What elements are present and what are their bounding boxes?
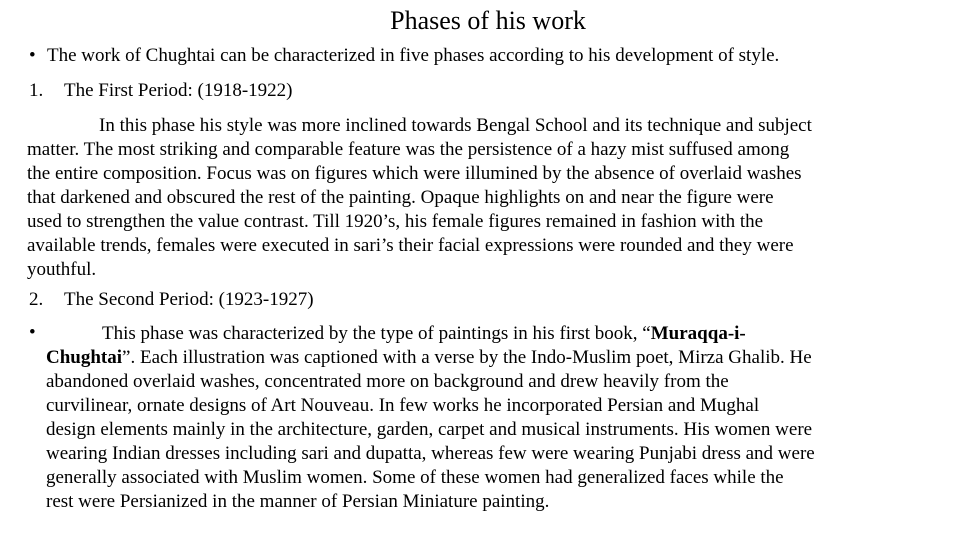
book-title-part2: Chughtai [46, 347, 123, 368]
period2-line: rest were Persianized in the manner of Persian Miniature painting. [46, 491, 550, 512]
book-title-part1: Muraqqa-i- [650, 323, 746, 344]
period2-heading: The Second Period: (1923-1927) [64, 289, 314, 310]
intro-text: The work of Chughtai can be characterized in five phases according to his development of style. [47, 45, 780, 66]
period2-line: design elements mainly in the architecture, garden, carpet and musical instruments. His women were [46, 419, 813, 440]
period1-number: 1. [29, 80, 44, 101]
period1-line: the entire composition. Focus was on figures which were illumined by the absence of overlaid washes [27, 163, 802, 184]
period1-line: youthful. [27, 259, 97, 280]
period1-line: matter. The most striking and comparable feature was the persistence of a hazy mist suffused among [27, 139, 790, 160]
period2-number: 2. [29, 289, 44, 310]
period2-paragraph [46, 322, 815, 514]
period2-bullet-icon: • [29, 322, 36, 343]
period1-line: available trends, females were executed in sari’s their facial expressions were rounded and they were [27, 235, 794, 256]
period1-heading: The First Period: (1918-1922) [64, 80, 293, 101]
slide-title: Phases of his work [390, 6, 586, 35]
period2-line: curvilinear, ornate designs of Art Nouveau. In few works he incorporated Persian and Mughal [46, 395, 760, 416]
period2-line: This phase was characterized by the type of paintings in his first book, “Muraqqa-i- [102, 323, 746, 344]
period1-paragraph [27, 114, 812, 282]
period2-line: wearing Indian dresses including sari and dupatta, whereas few were wearing Punjabi dress and were [46, 443, 815, 464]
period1-line: that darkened and obscured the rest of the painting. Opaque highlights on and near the figure were [27, 187, 774, 208]
period1-line: In this phase his style was more inclined towards Bengal School and its technique and subject [99, 115, 812, 136]
period2-line: Chughtai”. Each illustration was captioned with a verse by the Indo-Muslim poet, Mirza Ghalib. He [46, 347, 812, 368]
period2-line: generally associated with Muslim women. Some of these women had generalized faces while the [46, 467, 784, 488]
intro-bullet-icon: • [29, 45, 36, 66]
period1-line: used to strengthen the value contrast. Till 1920’s, his female figures remained in fashion with the [27, 211, 764, 232]
period2-line: abandoned overlaid washes, concentrated more on background and drew heavily from the [46, 371, 729, 392]
